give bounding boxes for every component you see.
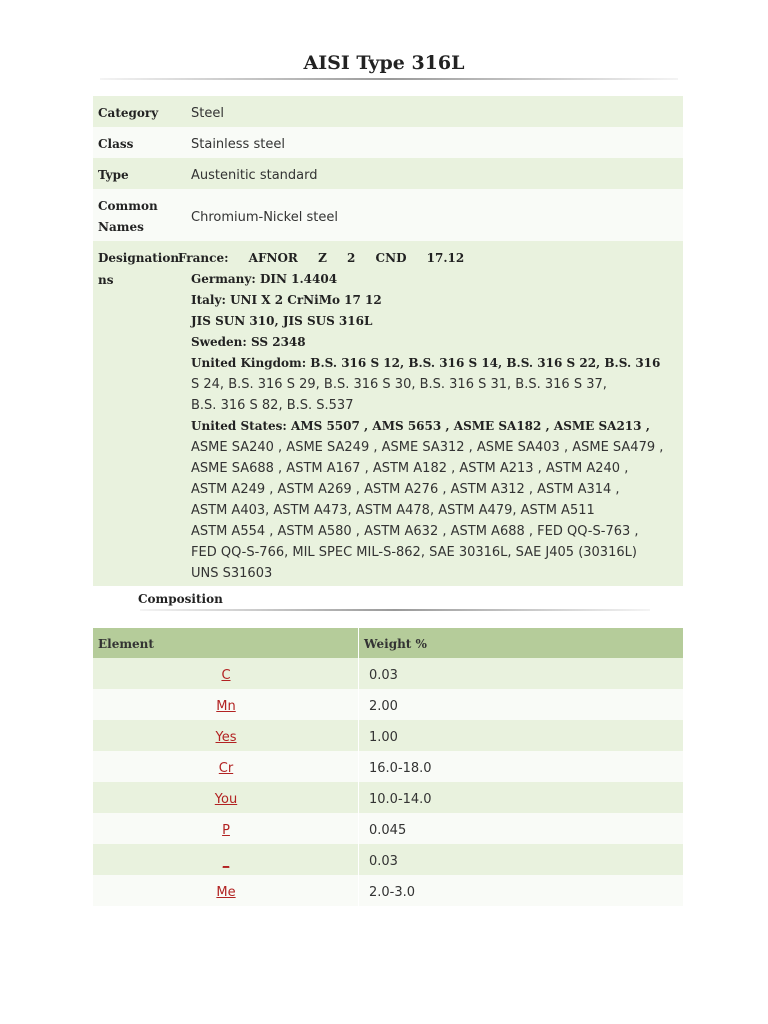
- property-row-type: [93, 158, 683, 189]
- composition-divider: [140, 609, 650, 611]
- composition-row: [93, 658, 683, 689]
- weight-value: 10.0-14.0: [369, 792, 432, 807]
- element-link[interactable]: P: [222, 823, 230, 838]
- column-divider: [358, 628, 359, 658]
- element-link[interactable]: Me: [216, 885, 236, 900]
- column-divider: [358, 658, 359, 689]
- property-value: Steel: [191, 106, 224, 121]
- page-title: AISI Type 316L: [303, 52, 465, 74]
- column-divider: [358, 751, 359, 782]
- weight-value: 0.045: [369, 823, 407, 838]
- designation-line: ASTM A403, ASTM A473, ASTM A478, ASTM A479, ASTM A511: [191, 503, 595, 518]
- property-label-line: Common: [98, 199, 158, 213]
- designation-line: FED QQ-S-766, MIL SPEC MIL-S-862, SAE 30316L, SAE J405 (30316L): [191, 545, 637, 560]
- composition-row: [93, 782, 683, 813]
- element-link[interactable]: Mn: [216, 699, 236, 714]
- property-value: Stainless steel: [191, 137, 285, 152]
- column-divider: [358, 720, 359, 751]
- property-row-common-names: [93, 189, 683, 241]
- designation-line: ASME SA240 , ASME SA249 , ASME SA312 , ASME SA403 , ASME SA479 ,: [191, 440, 664, 455]
- column-divider: [358, 782, 359, 813]
- weight-value: 2.00: [369, 699, 398, 714]
- element-link[interactable]: Yes: [215, 730, 237, 745]
- weight-value: 2.0-3.0: [369, 885, 416, 900]
- column-divider: [358, 844, 359, 875]
- composition-heading: Composition: [138, 592, 223, 606]
- property-row-category: [93, 96, 683, 127]
- composition-header-row: [93, 628, 683, 658]
- composition-row: [93, 689, 683, 720]
- property-value: Austenitic standard: [191, 168, 318, 183]
- designation-line: B.S. 316 S 82, B.S. S.537: [191, 398, 354, 413]
- designation-line: ASTM A554 , ASTM A580 , ASTM A632 , ASTM A688 , FED QQ-S-763 ,: [191, 524, 639, 539]
- composition-row: [93, 813, 683, 844]
- designation-line: ASME SA688 , ASTM A167 , ASTM A182 , ASTM A213 , ASTM A240 ,: [191, 461, 629, 476]
- property-row-designations: [93, 241, 683, 586]
- element-link[interactable]: Cr: [218, 761, 234, 776]
- element-link[interactable]: You: [214, 792, 238, 807]
- designation-line: France: AFNOR Z 2 CND 17.12: [178, 251, 465, 265]
- property-label: Type: [98, 168, 129, 182]
- designation-line: ASTM A249 , ASTM A269 , ASTM A276 , ASTM A312 , ASTM A314 ,: [191, 482, 620, 497]
- element-link[interactable]: C: [221, 668, 231, 683]
- element-column-header: Element: [98, 637, 154, 651]
- designation-line: JIS SUN 310, JIS SUS 316L: [191, 314, 373, 328]
- weight-value: 0.03: [369, 854, 398, 869]
- designation-line: United States: AMS 5507 , AMS 5653 , ASME SA182 , ASME SA213 ,: [191, 419, 650, 433]
- weight-value: 1.00: [369, 730, 398, 745]
- property-value: Chromium-Nickel steel: [191, 210, 338, 225]
- composition-row: [93, 875, 683, 906]
- weight-value: 0.03: [369, 668, 398, 683]
- designation-line: United Kingdom: B.S. 316 S 12, B.S. 316 S 14, B.S. 316 S 22, B.S. 316: [191, 356, 661, 370]
- element-link[interactable]: _: [222, 854, 230, 869]
- composition-row: [93, 844, 683, 875]
- designations-label-line: ns: [98, 273, 114, 287]
- designation-line: Germany: DIN 1.4404: [191, 272, 338, 286]
- composition-row: [93, 720, 683, 751]
- designation-line: UNS S31603: [191, 566, 273, 581]
- property-label: Class: [98, 137, 134, 151]
- weight-value: 16.0-18.0: [369, 761, 432, 776]
- designation-line: S 24, B.S. 316 S 29, B.S. 316 S 30, B.S. 316 S 31, B.S. 316 S 37,: [191, 377, 607, 392]
- property-row-class: [93, 127, 683, 158]
- title-divider: [100, 78, 678, 80]
- designation-line: Sweden: SS 2348: [191, 335, 306, 349]
- column-divider: [358, 813, 359, 844]
- column-divider: [358, 875, 359, 906]
- composition-row: [93, 751, 683, 782]
- weight-column-header: Weight %: [364, 637, 427, 651]
- designations-label-line: Designation: [98, 251, 180, 265]
- property-label-line: Names: [98, 220, 144, 234]
- column-divider: [358, 689, 359, 720]
- property-label: Category: [98, 106, 159, 120]
- designation-line: Italy: UNI X 2 CrNiMo 17 12: [191, 293, 382, 307]
